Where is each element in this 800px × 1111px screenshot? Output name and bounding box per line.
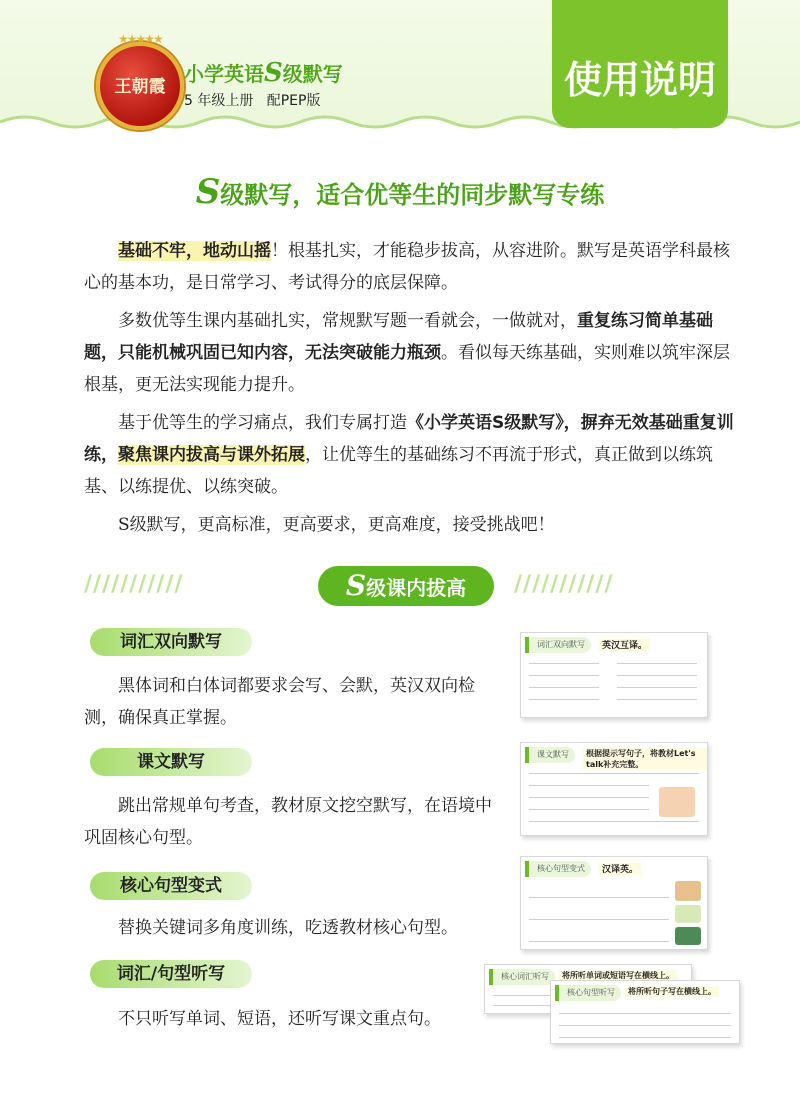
brand-logo (96, 32, 184, 130)
feature-label-pattern: 核心句型变式 (90, 872, 252, 900)
feature-label-text: 课文默写 (90, 748, 252, 776)
bold-text: 重复练习简单基础题，只能机械巩固已知内容，无法突破能力瓶颈 (84, 311, 713, 363)
answer-line (529, 785, 649, 786)
feature-desc-pattern: 替换关键词多角度训练，吃透教材核心句型。 (118, 918, 458, 938)
exercise-tag: 词汇双向默写 (525, 637, 591, 653)
answer-line (529, 687, 599, 688)
series-prefix: 小学英语 (184, 62, 264, 86)
intro-paragraph-4 (84, 509, 734, 541)
series-suffix: 级默写 (282, 62, 343, 86)
intro-paragraph-1 (84, 235, 734, 299)
exercise-title: 英汉互译。 (599, 638, 650, 651)
illustration-image (675, 905, 701, 923)
exercise-tag: 课文默写 (525, 747, 575, 763)
exercise-tag: 核心句型变式 (525, 861, 591, 877)
feature-label-vocab: 词汇双向默写 (90, 628, 252, 656)
sample-vocab-exercise (520, 632, 708, 718)
paragraph-text: ！根基扎实，才能稳步拔高，从容进阶。默写是英语学科最核心的基本功，是日常学习、考试得分的底层保障。 (84, 241, 730, 293)
heading-s-letter: S (195, 172, 221, 212)
answer-line (529, 663, 599, 664)
answer-line (559, 1013, 731, 1014)
series-title (184, 58, 343, 88)
feature-label-dictation: 词汇/句型听写 (90, 960, 252, 988)
exercise-title: 汉译英。 (599, 862, 641, 875)
answer-line (529, 773, 699, 774)
usage-tab-title: 使用说明 (552, 0, 728, 128)
feature-desc-text: 跳出常规单句考查，教材原文挖空默写，在语境中巩固核心句型。 (84, 796, 492, 848)
answer-line (529, 809, 649, 810)
exercise-title: 将所听句子写在横线上。 (625, 986, 719, 997)
sample-pattern-exercise (520, 856, 708, 950)
answer-line (559, 1037, 731, 1038)
answer-line (529, 797, 649, 798)
sample-sentence-dictation (550, 980, 740, 1044)
paragraph-text: 多数优等生课内基础扎实，常规默写题一看就会，一做就对， (118, 311, 577, 331)
exercise-title: 根据提示写句子，将教材Let's talk补充完整。 (583, 748, 707, 770)
paragraph-text: 。看似每天练基础，实则难以筑牢深层根基，更无法实现能力提升。 (84, 343, 730, 395)
answer-line (617, 699, 697, 700)
main-heading (0, 172, 800, 212)
answer-line (529, 699, 599, 700)
star-icons: ★★★★★ (118, 32, 162, 46)
answer-line (529, 919, 669, 920)
paragraph-text: 基于优等生的学习痛点，我们专属打造 (118, 413, 407, 433)
answer-line (529, 821, 699, 822)
answer-line (559, 1025, 731, 1026)
highlight-text: 聚焦课内拔高与课外拓展 (118, 445, 305, 465)
banner-decoration-left: /////////// (84, 572, 184, 597)
intro-text (84, 235, 734, 547)
answer-line (617, 663, 697, 664)
heading-text: 级默写，适合优等生的同步默写专练 (220, 181, 605, 209)
illustration-image (659, 787, 695, 817)
paragraph-text: S级默写，更高标准，更高要求，更高难度，接受挑战吧！ (118, 515, 555, 535)
answer-line (529, 941, 669, 942)
banner-text: 级课内拔高 (366, 576, 467, 600)
intro-paragraph-2 (84, 305, 734, 401)
intro-paragraph-3 (84, 407, 734, 503)
answer-line (617, 687, 697, 688)
sample-text-exercise (520, 742, 708, 836)
banner-s-letter: S (345, 569, 367, 602)
series-s-letter: S (264, 58, 283, 88)
logo-brand-text: 王朝霞 (114, 77, 166, 97)
illustration-image (675, 881, 701, 901)
illustration-image (675, 927, 701, 945)
bold-text: 《小学英语S级默写》，摒弃无效基础重复训练， (84, 413, 734, 465)
exercise-tag: 核心句型听写 (555, 985, 621, 1001)
highlight-text: 基础不牢，地动山摇 (118, 241, 271, 261)
answer-line (529, 897, 669, 898)
exercise-title: 将所听单词或短语写在横线上。 (559, 970, 677, 981)
grade-edition: 5 年级上册 配PEP版 (184, 93, 321, 109)
feature-desc-vocab: 黑体词和白体词都要求会写、会默，英汉双向检测，确保真正掌握。 (84, 676, 475, 728)
answer-line (617, 675, 697, 676)
answer-line (529, 675, 599, 676)
paragraph-text: ，让优等生的基础练习不再流于形式，真正做到以练筑基、以练提优、以练突破。 (84, 445, 713, 497)
exercise-tag: 核心词汇听写 (489, 969, 555, 985)
banner-decoration-right: /////////// (514, 572, 614, 597)
feature-desc-dictation: 不只听写单词、短语，还听写课文重点句。 (118, 1009, 441, 1029)
section-banner (318, 566, 494, 606)
